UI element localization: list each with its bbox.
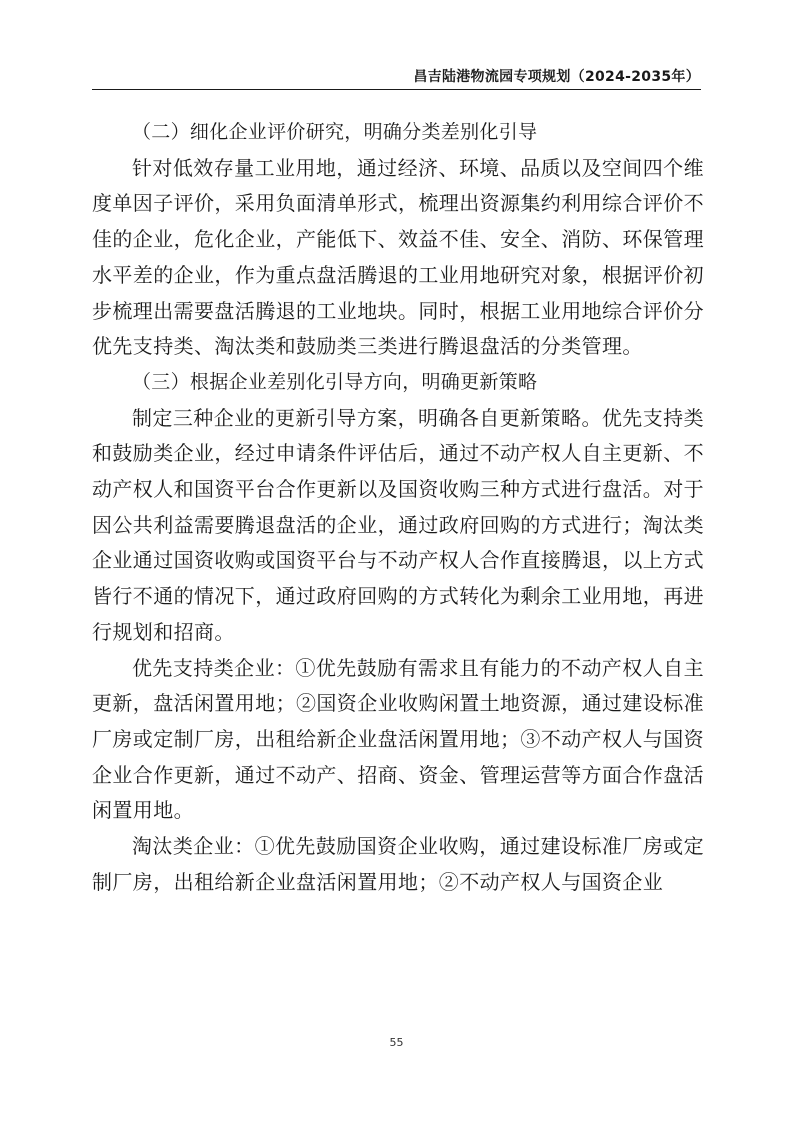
page-number: 55 (389, 1036, 404, 1049)
paragraph: 制定三种企业的更新引导方案，明确各自更新策略。优先支持类和鼓励类企业，经过申请条件评估后，通过不动产权人自主更新、不动产权人和国资平台合作更新以及国资收购三种方式进行盘活。对于因公共利益需要腾退盘活的企业，通过政府回购的方式进行；淘汰类企业通过国资收购或国资平台与不动产权人合作直接腾退，以上方式皆行不通的情况下，通过政府回购的方式转化为剩余工业用地，再进行规划和招商。 (92, 405, 704, 644)
paragraph: 针对低效存量工业用地，通过经济、环境、品质以及空间四个维度单因子评价，采用负面清单形式，梳理出资源集约利用综合评价不佳的企业，危化企业，产能低下、效益不佳、安全、消防、环保管理水平差的企业，作为重点盘活腾退的工业用地研究对象，根据评价初步梳理出需要盘活腾退的工业地块。同时，根据工业用地综合评价分优先支持类、淘汰类和鼓励类三类进行腾退盘活的分类管理。 (92, 155, 704, 359)
section-heading-2: （二）细化企业评价研究，明确分类差别化引导 (132, 121, 538, 143)
paragraph: 优先支持类企业：①优先鼓励有需求且有能力的不动产权人自主更新，盘活闲置用地；②国资企业收购闲置土地资源，通过建设标准厂房或定制厂房，出租给新企业盘活闲置用地；③不动产权人与国资企业合作更新，通过不动产、招商、资金、管理运营等方面合作盘活闲置用地。 (92, 655, 704, 823)
section-heading-3: （三）根据企业差别化引导方向，明确更新策略 (132, 370, 538, 393)
body-text (92, 115, 704, 900)
header-rule (92, 89, 701, 90)
running-header: 昌吉陆港物流园专项规划（2024-2035年） (413, 69, 700, 85)
paragraph: 淘汰类企业：①优先鼓励国资企业收购，通过建设标准厂房或定制厂房，出租给新企业盘活闲置用地；②不动产权人与国资企业 (92, 834, 704, 894)
